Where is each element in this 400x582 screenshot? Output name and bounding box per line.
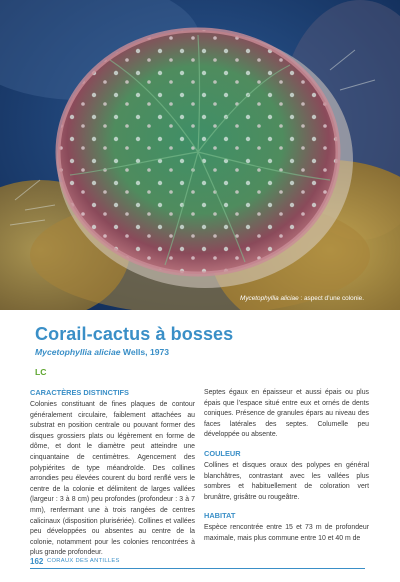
page-number: 162 [30,557,44,566]
page-footer [30,556,365,569]
section-heading-caracteres: CARACTÈRES DISTINCTIFS [30,388,129,397]
page-title: Corail-cactus à bosses [35,324,234,344]
section-text-caracteres: Colonies constituant de fines plaques de contour généralement circulaire, faiblement attachées au substrat en position centrale ou pouvant former des disques grossiers plats ou légèrement en forme de dôme, et dont le diamètre peut atteindre une cinquantaine de centimètres. Agencement des polypiérites de type méandroïde. Des collines arrondies peu élevées courent du bord renflé vers le centre de la colonie et délimitent de larges vallées (largeur : 3 à 8 cm) peu profondes (profondeur : 3 à 7 mm), renfermant une à trois rangées de centres calicinaux (disposition plurisériée). Collines et vallées peu développées ou absentes au centre de la colonie, notamment pour les colonies rencontrées à plus grande profondeur. [30,401,195,557]
photo-caption [240,295,364,302]
right-column [204,388,369,553]
scientific-name-author: Wells, 1973 [122,347,170,357]
scientific-name-species: Mycetophyllia aliciae [35,347,121,357]
running-title: CORAUX DES ANTILLES [47,558,120,564]
section-text-habitat: Espèce rencontrée entre 15 et 73 m de profondeur maximale, mais plus commune entre 10 et 40 m de [204,524,369,542]
caption-text: : aspect d’une colonie. [298,295,364,302]
section-heading-couleur: COULEUR [204,448,241,458]
scientific-name [35,347,169,357]
conservation-status-badge: LC [35,367,47,377]
section-text-caracteres-continued: Septes égaux en épaisseur et aussi épais ou plus épais que l’espace situé entre eux et ornés de dents coniques. Présence de granules épars au niveau des faces latérales des septes. Columelle peu développée ou absente. [204,389,369,439]
section-heading-habitat: HABITAT [204,511,236,521]
left-column [30,388,195,567]
section-text-couleur: Collines et disques oraux des polypes en général blanchâtres, contrastant avec les vallées plus sombres et habituellement de coloration vert brunâtre, grisâtre ou rougeâtre. [204,461,369,501]
caption-species: Mycetophyllia aliciae [240,295,299,302]
